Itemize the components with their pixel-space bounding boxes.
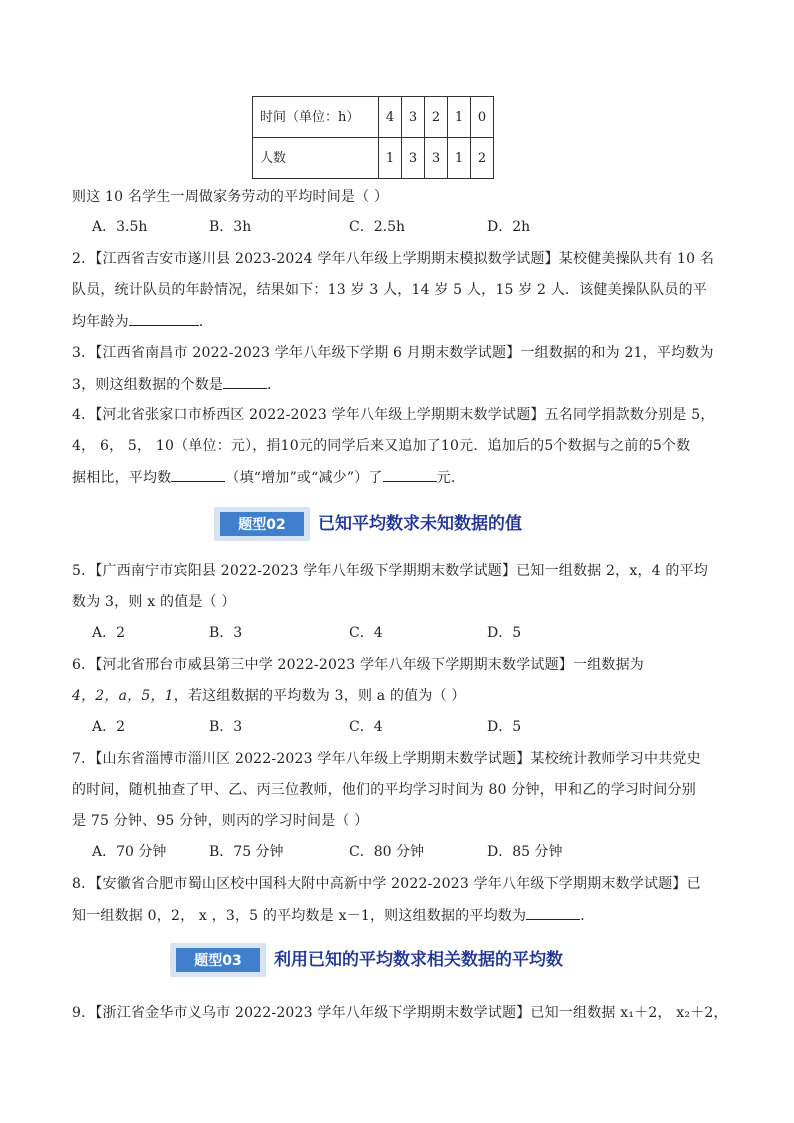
q7-line1: 7．【山东省淄博市淄川区 2022-2023 学年八年级上学期期末数学试题】某校统计教师学习中共党史 [72, 751, 701, 767]
q4-text: 据相比，平均数 [72, 470, 172, 486]
section-title: 利用已知的平均数求相关数据的平均数 [274, 950, 563, 970]
table-cell: 3 [402, 97, 425, 138]
q7-option-a: A．70 分钟 [92, 844, 167, 860]
q4-line3 [72, 467, 465, 488]
table-cell: 1 [379, 138, 402, 179]
table-header-time: 时间（单位：h） [253, 97, 379, 138]
table-header-count: 人数 [253, 138, 379, 179]
section-badge: 题型02 [220, 512, 304, 536]
q9-line1: 9．【浙江省金华市义乌市 2022-2023 学年八年级下学期期末数学试题】已知一组数据 x₁＋2， x₂＋2， [72, 1005, 728, 1021]
q2-line3 [72, 311, 213, 332]
q5-option-d: D．5 [487, 625, 522, 641]
section-title: 已知平均数求未知数据的值 [318, 514, 522, 534]
table-cell: 3 [402, 138, 425, 179]
answer-blank [129, 311, 199, 326]
q4-text-mid: （填“增加”或“减少”）了 [225, 470, 383, 486]
table-cell: 2 [471, 138, 494, 179]
section-badge: 题型03 [176, 948, 260, 972]
q3-line2 [72, 374, 281, 395]
q5-option-a: A．2 [92, 625, 126, 641]
q3-line1: 3．【江西省南昌市 2022-2023 学年八年级下学期 6 月期末数学试题】一组数据的和为 21，平均数为 [72, 345, 714, 361]
q5-option-b: B．3 [209, 625, 243, 641]
q6-math-list: 4，2，a，5，1 [72, 688, 174, 704]
table-cell: 1 [448, 97, 471, 138]
answer-blank [526, 905, 580, 920]
q7-option-c: C．80 分钟 [349, 844, 424, 860]
q6-line1: 6．【河北省邢台市威县第三中学 2022-2023 学年八年级下学期期末数学试题】一组数据为 [72, 657, 644, 673]
q1-option-c: C．2.5h [349, 219, 405, 235]
q5-line1: 5．【广西南宁市宾阳县 2022-2023 学年八年级下学期期末数学试题】已知一组数据 2，x，4 的平均 [72, 563, 709, 579]
q6-text: ，若这组数据的平均数为 3，则 a 的值为（ ） [173, 688, 466, 704]
q7-option-b: B．75 分钟 [209, 844, 284, 860]
time-count-table [252, 96, 494, 179]
table-cell: 2 [425, 97, 448, 138]
table-cell: 1 [448, 138, 471, 179]
q8-line2 [72, 905, 594, 926]
section-banner-type03 [170, 943, 630, 977]
q4-line1: 4．【河北省张家口市桥西区 2022-2023 学年八年级上学期期末数学试题】五名同学捐款数分别是 5， [72, 407, 715, 423]
q8-text: 知一组数据 0，2， x ，3，5 的平均数是 x－1，则这组数据的平均数为 [72, 908, 527, 924]
q3-text-end: ． [267, 377, 282, 393]
q1-option-d: D．2h [487, 219, 531, 235]
q2-text-end: ． [198, 314, 214, 330]
q5-line2: 数为 3，则 x 的值是（ ） [72, 594, 236, 610]
q7-line2: 的时间，随机抽查了甲、乙、丙三位教师，他们的平均学习时间为 80 分钟，甲和乙的学习时间分别 [72, 782, 696, 798]
q1-stem: 则这 10 名学生一周做家务劳动的平均时间是（ ） [72, 189, 389, 205]
q6-option-d: D．5 [487, 719, 522, 735]
q7-option-d: D．85 分钟 [487, 844, 563, 860]
table-row [253, 97, 494, 138]
q6-option-a: A．2 [92, 719, 126, 735]
table-cell: 3 [425, 138, 448, 179]
q6-option-b: B．3 [209, 719, 243, 735]
q6-line2 [72, 686, 466, 706]
q4-text-end: 元． [436, 470, 466, 486]
answer-blank [383, 467, 437, 482]
table-cell: 4 [379, 97, 402, 138]
q3-text: 3，则这组数据的个数是 [72, 377, 224, 393]
q5-option-c: C．4 [349, 625, 383, 641]
table-row [253, 138, 494, 179]
q2-text: 均年龄为 [72, 314, 129, 330]
answer-blank [171, 467, 225, 482]
q1-option-b: B．3h [209, 219, 252, 235]
q8-line1: 8．【安徽省合肥市蜀山区校中国科大附中高新中学 2022-2023 学年八年级下学期期末数学试题】已 [72, 876, 701, 892]
q4-line2: 4， 6， 5， 10（单位：元），捐10元的同学后来又追加了10元．追加后的5个数据与之前的5个数 [72, 438, 691, 454]
q1-option-a: A．3.5h [92, 219, 148, 235]
q2-line1: 2．【江西省吉安市遂川县 2023-2024 学年八年级上学期期末模拟数学试题】某校健美操队共有 10 名 [72, 251, 715, 267]
section-banner-type02 [214, 507, 574, 541]
q7-line3: 是 75 分钟、95 分钟，则丙的学习时间是（ ） [72, 813, 369, 829]
q6-option-c: C．4 [349, 719, 383, 735]
q8-text-end: ． [580, 908, 595, 924]
q2-line2: 队员，统计队员的年龄情况，结果如下：13 岁 3 人，14 岁 5 人，15 岁 2 人．该健美操队队员的平 [72, 282, 708, 298]
table-cell: 0 [471, 97, 494, 138]
answer-blank [223, 374, 267, 389]
